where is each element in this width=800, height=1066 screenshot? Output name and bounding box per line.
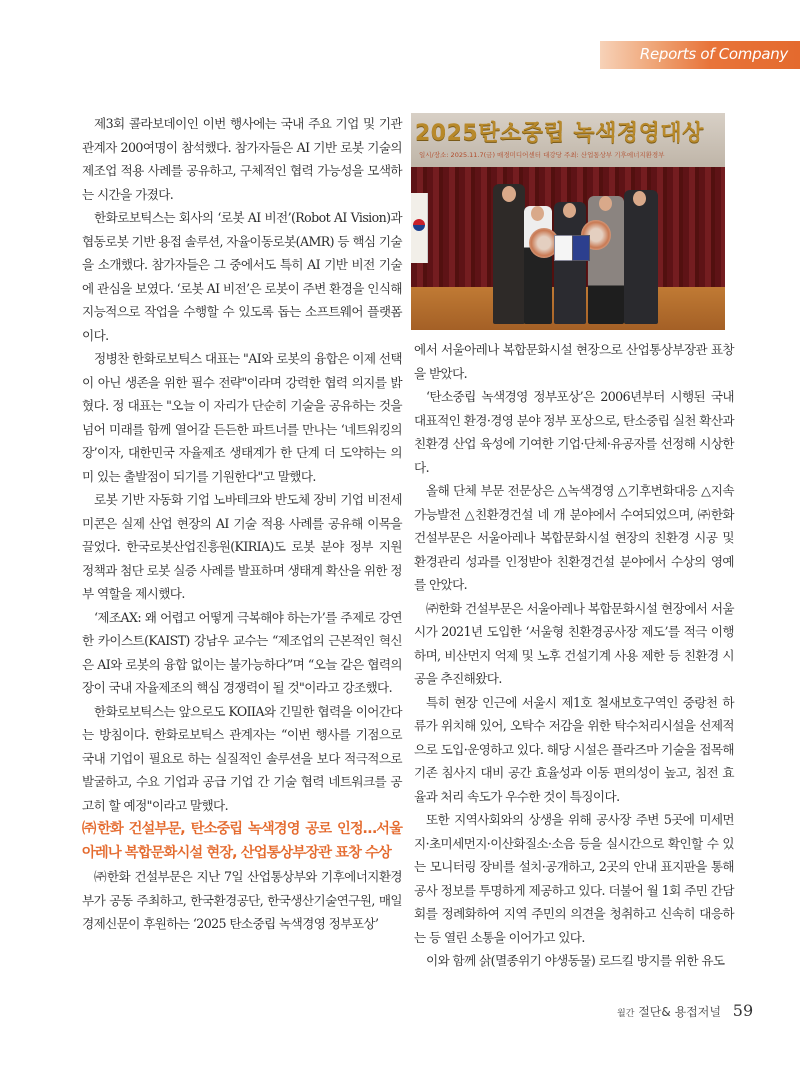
page-footer: [617, 1001, 753, 1020]
person: [554, 202, 586, 324]
person-head: [531, 206, 544, 221]
certificate-folder: [572, 235, 590, 261]
person: [493, 184, 525, 324]
journal-name: 절단& 용접저널: [638, 1005, 721, 1019]
right-column: [414, 338, 734, 973]
paragraph: 올해 단체 부문 전문상은 △녹색경영 △기후변화대응 △지속가능발전 △친환경건설 네 개 분야에서 수여되었으며, ㈜한화 건설부문은 서울아레나 복합문화시설 현장의 친환경 시공 및 환경관리 성과를 인정받아 친환경건설 분야에서 수상의 영예를 안았다.: [414, 483, 734, 592]
banner-subtitle: 일시/장소: 2025.11.7(금) 매경미디어센터 대강당 주최: 산업통상부 기후에너지환경부: [419, 151, 665, 159]
page-number: 59: [732, 1001, 754, 1020]
paragraph: 한화로보틱스는 회사의 ‘로봇 AI 비전’(Robot AI Vision)과 협동로봇 기반 용접 솔루션, 자율이동로봇(AMR) 등 핵심 기술을 소개했다. 참가자들은 그 중에서도 특히 AI 기반 비전 기술에 관심을 보였다. ‘로봇 AI 비전’은 로봇이 주변 환경을 인식해 지능적으로 작업을 수행할 수 있도록 돕는 소프트웨어 플랫폼이다.: [82, 210, 402, 343]
paragraph: 에서 서울아레나 복합문화시설 현장으로 산업통상부장관 표창을 받았다.: [414, 342, 734, 381]
paragraph: ㈜한화 건설부문은 서울아레나 복합문화시설 현장에서 서울시가 2021년 도입한 ‘서울형 친환경공사장 제도’를 적극 이행하며, 비산먼지 억제 및 노후 건설기계 사용 제한 등 친환경 시공을 추진해왔다.: [414, 600, 734, 686]
paragraph: 또한 지역사회와의 상생을 위해 공사장 주변 5곳에 미세먼지·초미세먼지·이산화질소·소음 등을 실시간으로 확인할 수 있는 모니터링 장비를 설치·공개하고, 2곳의 안내 표지판을 통해 공사 정보를 투명하게 제공하고 있다. 더불어 월 1회 주민 간담회를 정례화하여 지역 주민의 의견을 청취하고 신속히 대응하는 등 열린 소통을 이어가고 있다.: [414, 812, 734, 945]
section-header-bar: [600, 41, 800, 69]
paragraph: 정병찬 한화로보틱스 대표는 "AI와 로봇의 융합은 이제 선택이 아닌 생존을 위한 필수 전략"이라며 강력한 협력 의지를 밝혔다. 정 대표는 "오늘 이 자리가 단순히 기술을 공유하는 것을 넘어 미래를 함께 열어갈 든든한 파트너를 만나는 ‘네트워킹의 장’이자, 대한민국 자율제조 생태계가 한 단계 더 도약하는 의미 있는 출발점이 되기를 기원한다"고 말했다.: [82, 351, 402, 484]
person-head: [633, 191, 646, 206]
paragraph: ‘제조AX: 왜 어렵고 어떻게 극복해야 하는가’를 주제로 강연한 카이스트(KAIST) 강남우 교수는 “제조업의 근본적인 혁신은 AI와 로봇의 융합 없이는 불가능하다”며 “오늘 같은 협력의 장이 국내 자율제조의 핵심 경쟁력이 될 것"이라고 강조했다.: [82, 609, 402, 695]
person: [624, 190, 658, 324]
paragraph: ㈜한화 건설부문은 지난 7일 산업통상부와 기후에너지환경부가 공동 주최하고, 한국환경공단, 한국생산기술연구원, 매일경제신문이 후원하는 ‘2025 탄소중립 녹색경영 정부포상’: [82, 869, 402, 931]
paragraph: 로봇 기반 자동화 기업 노바테크와 반도체 장비 기업 비전세미콘은 실제 산업 현장의 AI 기술 적용 사례를 공유해 이목을 끌었다. 한국로봇산업진흥원(KIRIA)도 로봇 분야 정부 지원 정책과 첨단 로봇 실증 사례를 발표하며 생태계 확산을 위한 정부 역할을 제시했다.: [82, 492, 402, 601]
article-headline: ㈜한화 건설부문, 탄소중립 녹색경영 공로 인정…서울아레나 복합문화시설 현장, 산업통상부장관 표창 수상: [82, 821, 402, 861]
paragraph: 제3회 콜라보데이인 이번 행사에는 국내 주요 기업 및 기관 관계자 200여명이 참석했다. 참가자들은 AI 기반 로봇 기술의 제조업 적용 사례를 공유하고, 구체적인 협력 가능성을 모색하는 시간을 가졌다.: [82, 116, 402, 202]
paragraph: ‘탄소중립 녹색경영 정부포상’은 2006년부터 시행된 국내 대표적인 환경·경영 분야 정부 포상으로, 탄소중립 실천 확산과 친환경 산업 육성에 기여한 기업·단체·유공자를 선정해 시상한다.: [414, 389, 734, 475]
paragraph: 특히 현장 인근에 서울시 제1호 철새보호구역인 중랑천 하류가 위치해 있어, 오탁수 저감을 위한 탁수처리시설을 선제적으로 도입·운영하고 있다. 해당 시설은 플라즈마 기술을 접목해 기존 침사지 대비 공간 효율성과 이동 편의성이 높고, 침전 효율과 처리 속도가 우수한 것이 특징이다.: [414, 694, 734, 804]
photo-banner: [411, 113, 725, 167]
person: [524, 206, 552, 324]
left-column: [82, 112, 402, 936]
korean-flag: [411, 193, 428, 263]
person-head: [502, 186, 516, 202]
award-ceremony-photo: [411, 113, 725, 330]
footer-prefix: 월간: [617, 1009, 635, 1019]
person: [588, 196, 624, 324]
paragraph: 한화로보틱스는 앞으로도 KOIIA와 긴밀한 협력을 이어간다는 방침이다. 한화로보틱스 관계자는 “이번 행사를 기점으로 국내 기업이 필요로 하는 실질적인 솔루션을 보다 적극적으로 발굴하고, 수요 기업과 공급 기업 간 기술 협력 네트워크를 공고히 할 예정"이라고 말했다.: [82, 703, 402, 813]
section-label: Reports of Company: [639, 45, 788, 63]
person-head: [563, 203, 576, 218]
paragraph: 이와 함께 삵(멸종위기 야생동물) 로드킬 방지를 위한 유도: [426, 953, 725, 968]
banner-title: 2025탄소중립 녹색경영대상: [415, 121, 704, 146]
person-head: [599, 196, 612, 211]
